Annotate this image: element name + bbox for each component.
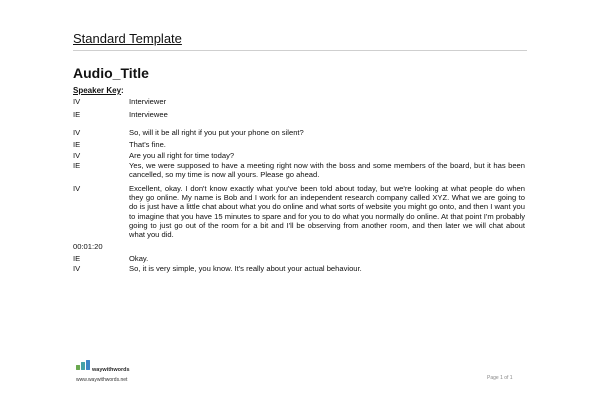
speaker-key-colon: : [121,86,124,95]
header-divider [73,50,527,51]
speaker-name: Interviewer [129,97,167,106]
audio-title: Audio_Title [73,65,149,81]
speaker-code: IE [73,254,81,263]
utterance-text: That's fine. [129,140,166,149]
speaker-code: IV [73,151,81,160]
utterance-text: Excellent, okay. I don't know exactly what you've been told about today, but we're looking at what people do when they go online. My name is Bob and I work for an independent research company called XYZ. What we are going to do is just have a little chat about what you do online and what sorts of website you might go onto, and then I want you to imagine that you have 15 minutes to spare and for you to do what you normally do online. At that point I'm probably going to just go out of the room for a bit and I'll be observing from another room, and then later we will chat about what you did. [129,184,525,240]
timestamp: 00:01:20 [73,242,103,251]
speaker-code: IE [73,110,81,119]
speaker-key-label: Speaker Key [73,86,122,95]
speaker-code: IE [73,140,81,149]
speaker-code: IV [73,128,81,137]
page-number: Page 1 of 1 [487,375,513,381]
utterance-text: Are you all right for time today? [129,151,235,160]
header-title: Standard Template [73,31,182,46]
speaker-code: IV [73,264,81,273]
utterance-text: So, will it be all right if you put your phone on silent? [129,128,304,137]
utterance-text: Yes, we were supposed to have a meeting right now with the boss and some members of the board, but it has been cancelled, so my time is now all yours. Please go ahead. [129,161,525,180]
logo-wordmark: waywithwords [92,367,130,373]
footer-url-link[interactable]: www.waywithwords.net [76,377,128,383]
speaker-key-heading [73,86,124,95]
speaker-code: IV [73,97,81,106]
speaker-name: Interviewee [129,110,168,119]
utterance-text: Okay. [129,254,149,263]
speaker-code: IV [73,184,81,193]
speaker-code: IE [73,161,81,170]
utterance-text: So, it is very simple, you know. It's really about your actual behaviour. [129,264,362,273]
